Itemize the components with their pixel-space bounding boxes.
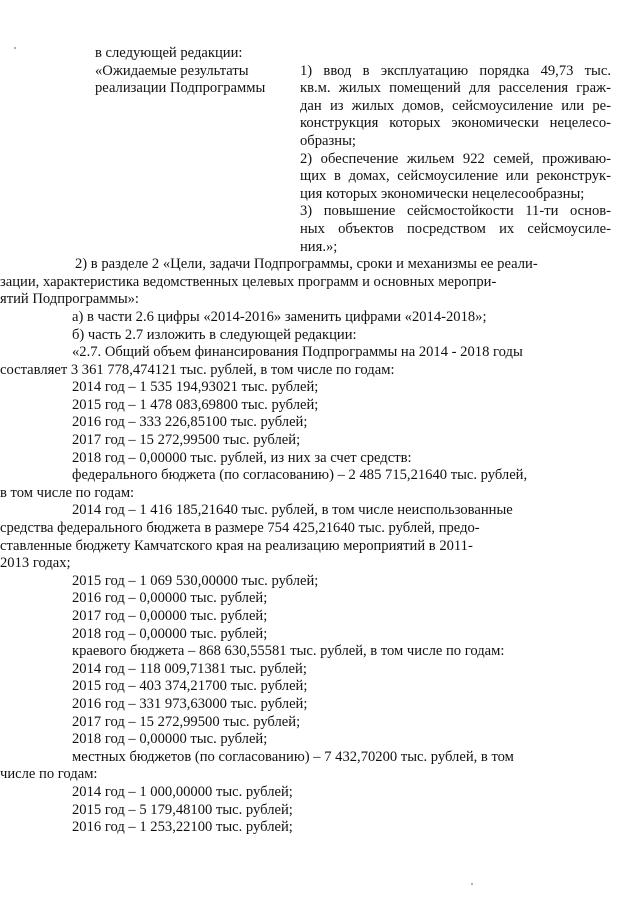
part-a: а) в части 2.6 цифры «2014-2016» заменить цифрами «2014-2018»; bbox=[72, 308, 487, 325]
total-year-item: 2017 год – 15 272,99500 тыс. рублей; bbox=[72, 432, 301, 449]
regional-year-item: 2016 год – 331 973,63000 тыс. рублей; bbox=[72, 695, 308, 712]
federal-year-item: 2016 год – 0,00000 тыс. рублей; bbox=[72, 590, 268, 607]
federal-year-item: 2017 год – 0,00000 тыс. рублей; bbox=[72, 608, 268, 624]
total-year-item: 2016 год – 333 226,85100 тыс. рублей; bbox=[72, 414, 308, 431]
regional-year-item: 2017 год – 15 272,99500 тыс. рублей; bbox=[72, 713, 301, 730]
local-year-item: 2016 год – 1 253,22100 тыс. рублей; bbox=[72, 819, 293, 836]
federal-years-list bbox=[72, 572, 611, 643]
federal-budget: федерального бюджета (по согласованию) – 2 485 715,21640 тыс. рублей, bbox=[72, 467, 528, 484]
total-year-item: 2015 год – 1 478 083,69800 тыс. рублей; bbox=[72, 396, 319, 413]
passport-value: 1) ввод в эксплуатацию порядка 49,73 тыс. кв.м. жилых помещений для расселения граж- дан из жилых домов, сейсмоусиление или ре- конструкция которых экономически нецелесо- образны; 2) обеспечение жильем 922 семей, проживаю- щих в домах, сейсмоусиление или реконструк- ция которых экономически нецелесообразны; 3) повышение сейсмостойкости 11-ти основ- ных объектов посредством их сейсмоусиле- ния.»; bbox=[300, 62, 611, 255]
regional-year-item: 2015 год – 403 374,21700 тыс. рублей; bbox=[72, 678, 308, 695]
section2-line: 2) в разделе 2 «Цели, задачи Подпрограммы, сроки и механизмы ее реали- bbox=[75, 256, 538, 273]
lead-text: в следующей редакции: bbox=[95, 45, 243, 61]
local-budget: местных бюджетов (по согласованию) – 7 432,70200 тыс. рублей, в том bbox=[72, 748, 514, 765]
local-year-item: 2015 год – 5 179,48100 тыс. рублей; bbox=[72, 801, 293, 818]
total-years-list bbox=[72, 379, 611, 467]
part-b: б) часть 2.7 изложить в следующей редакции: bbox=[72, 326, 357, 343]
paragraph-2-7: «2.7. Общий объем финансирования Подпрограммы на 2014 - 2018 годы bbox=[72, 344, 523, 361]
regional-years-list bbox=[72, 660, 611, 749]
local-years-list bbox=[72, 783, 611, 837]
federal-2014: 2014 год – 1 416 185,21640 тыс. рублей, в том числе неиспользованные bbox=[72, 502, 513, 519]
result-item-2: 2) обеспечение жильем 922 семей, проживаю- bbox=[300, 150, 611, 167]
document-body: в следующей редакции: «Ожидаемые результаты реализации Подпрограммы 1) ввод в эксплуатацию порядка 49,73 тыс. кв.м. жилых помещений для расселения граж- дан из жилых домов, сейсмоусиление или ре- конструкция которых экономически нецелесо- образны; 2) обеспечение жильем 922 семей, проживаю- щих в домах, сейсмоусиление или реконструк- ция которых экономически нецелесообразны; 3) повышение сейсмостойкости 11-ти основ- ных объектов посредством их сейсмоусиле- ния.»; 2) в разделе 2 «Цели, задачи Подпрограммы, сроки и механизмы ее реали- зации, характеристика ведомственных целевых программ и основных меропри- ятий Подпрограммы»: а) в части 2.6 цифры «2014-2016» заменить цифрами «2014-2018»; б) часть 2.7 изложить в следующей редакции: «2.7. Общий объем финансирования Подпрограммы на 2014 - 2018 годы составляет 3 361 778,474121 тыс. рублей, в том числе по годам: 2014 год – 1 535 194,93021 тыс. рублей; 2015 год – 1 478 083,69800 тыс. рублей; 2016 год – 333 226,85100 тыс. рублей; 2017 год – 15 272,99500 тыс. рублей; 2018 год – 0,00000 тыс. рублей, из них за счет средств: федерального бюджета (по согласованию) – 2 485 715,21640 тыс. рублей, в том числе по годам: 2014 год – 1 416 185,21640 тыс. рублей, в том числе неиспользованные средства федерального бюджета в размере 754 425,21640 тыс. рублей, предо- ставленные бюджету Камчатского края на реализацию мероприятий в 2011- 2013 годах; 2015 год – 1 069 530,00000 тыс. рублей; 2016 год – 0,00000 тыс. рублей; 2017 год – 0,00000 тыс. рублей; 2018 год – 0,00000 тыс. рублей; краевого бюджета – 868 630,55581 тыс. рублей, в том числе по годам: 2014 год – 118 009,71381 тыс. рублей; 2015 год – 403 374,21700 тыс. рублей; 2016 год – 331 973,63000 тыс. рублей; 2017 год – 15 272,99500 тыс. рублей; 2018 год – 0,00000 тыс. рублей; местных бюджетов (по согласованию) – 7 432,70200 тыс. рублей, в том числе по годам: 2014 год – 1 000,00000 тыс. рублей; 2015 год – 5 179,48100 тыс. рублей; 2016 год – 1 253,22100 тыс. рублей; bbox=[0, 45, 611, 836]
regional-year-item: 2018 год – 0,00000 тыс. рублей; bbox=[72, 731, 268, 748]
scan-speck bbox=[471, 883, 473, 885]
federal-year-item: 2015 год – 1 069 530,00000 тыс. рублей; bbox=[72, 572, 319, 589]
result-item-3: 3) повышение сейсмостойкости 11-ти основ- bbox=[300, 203, 611, 220]
total-year-item: 2014 год – 1 535 194,93021 тыс. рублей; bbox=[72, 379, 319, 396]
passport-label: «Ожидаемые результаты реализации Подпрограммы bbox=[95, 62, 266, 97]
passport-row bbox=[95, 63, 611, 257]
regional-budget: краевого бюджета – 868 630,55581 тыс. рублей, в том числе по годам: bbox=[72, 643, 505, 660]
local-year-item: 2014 год – 1 000,00000 тыс. рублей; bbox=[72, 783, 293, 800]
regional-year-item: 2014 год – 118 009,71381 тыс. рублей; bbox=[72, 660, 307, 677]
result-item-1: 1) ввод в эксплуатацию порядка 49,73 тыс. bbox=[300, 62, 611, 79]
federal-year-item: 2018 год – 0,00000 тыс. рублей; bbox=[72, 625, 268, 642]
total-year-item: 2018 год – 0,00000 тыс. рублей, из них за счет средств: bbox=[72, 449, 412, 466]
scan-speck bbox=[14, 47, 16, 49]
